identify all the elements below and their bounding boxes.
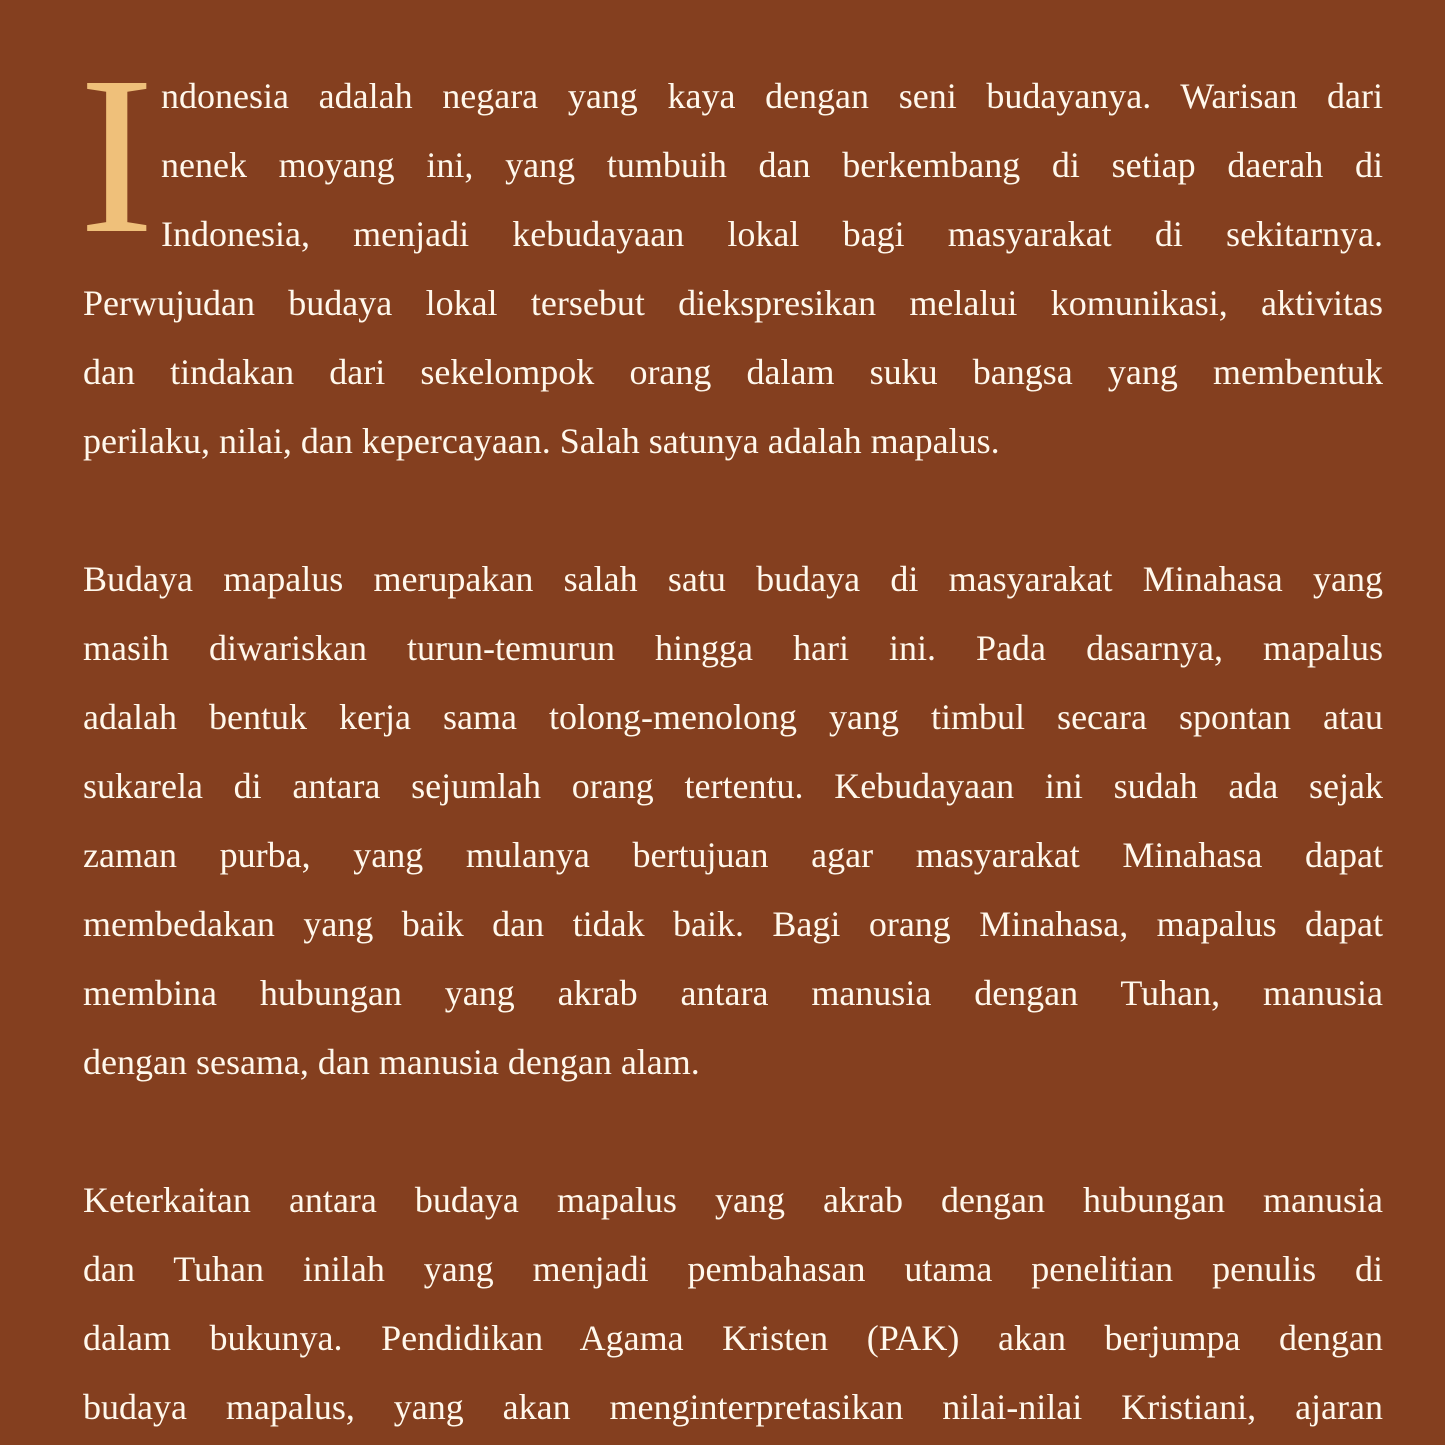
text-line: Indonesia, menjadi kebudayaan lokal bagi masyarakat di sekitarnya. bbox=[161, 214, 1383, 254]
text-line: Perwujudan budaya lokal tersebut diekspresikan melalui komunikasi, aktivitas bbox=[83, 283, 1383, 323]
text-line: dan tindakan dari sekelompok orang dalam suku bangsa yang membentuk bbox=[83, 352, 1383, 392]
paragraph-mapalus bbox=[83, 545, 1383, 1097]
drop-cap-letter: I bbox=[79, 30, 155, 280]
text-line: nenek moyang ini, yang tumbuih dan berkembang di setiap daerah di bbox=[161, 145, 1383, 185]
text-line: zaman purba, yang mulanya bertujuan agar masyarakat Minahasa dapat bbox=[83, 835, 1383, 875]
text-line: budaya mapalus, yang akan menginterpretasikan nilai-nilai Kristiani, ajaran bbox=[83, 1387, 1383, 1427]
text-line: adalah bentuk kerja sama tolong-menolong yang timbul secara spontan atau bbox=[83, 697, 1383, 737]
text-line: masih diwariskan turun-temurun hingga hari ini. Pada dasarnya, mapalus bbox=[83, 628, 1383, 668]
text-line: membina hubungan yang akrab antara manusia dengan Tuhan, manusia bbox=[83, 973, 1383, 1013]
paragraph-pak bbox=[83, 1166, 1383, 1442]
paragraph-intro bbox=[79, 30, 1383, 476]
document-page bbox=[79, 30, 1383, 1442]
text-line: Budaya mapalus merupakan salah satu budaya di masyarakat Minahasa yang bbox=[83, 559, 1383, 599]
text-line: sukarela di antara sejumlah orang tertentu. Kebudayaan ini sudah ada sejak bbox=[83, 766, 1383, 806]
text-line: membedakan yang baik dan tidak baik. Bagi orang Minahasa, mapalus dapat bbox=[83, 904, 1383, 944]
text-line: dengan sesama, dan manusia dengan alam. bbox=[83, 1042, 700, 1082]
text-line: dan Tuhan inilah yang menjadi pembahasan utama penelitian penulis di bbox=[83, 1249, 1383, 1289]
text-line: perilaku, nilai, dan kepercayaan. Salah satunya adalah mapalus. bbox=[83, 421, 1000, 461]
text-line: ndonesia adalah negara yang kaya dengan seni budayanya. Warisan dari bbox=[161, 76, 1383, 116]
text-line: dalam bukunya. Pendidikan Agama Kristen (PAK) akan berjumpa dengan bbox=[83, 1318, 1383, 1358]
text-line: Keterkaitan antara budaya mapalus yang akrab dengan hubungan manusia bbox=[83, 1180, 1383, 1220]
